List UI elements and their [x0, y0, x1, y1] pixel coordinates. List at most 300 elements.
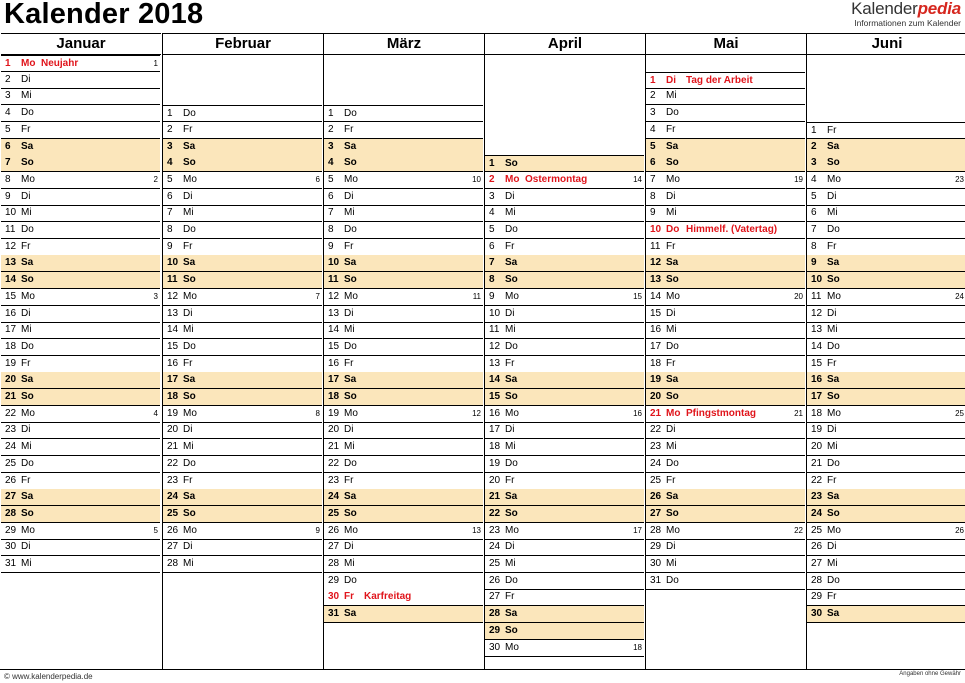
- day-row: [324, 506, 483, 523]
- weekday-label: Fr: [827, 124, 837, 136]
- day-number: 8: [328, 224, 334, 235]
- weekday-label: So: [344, 274, 357, 286]
- day-number: 9: [167, 240, 173, 252]
- day-number: 16: [489, 407, 501, 419]
- day-number: 31: [5, 558, 17, 569]
- day-number: 19: [328, 407, 340, 419]
- weekday-label: So: [827, 157, 840, 169]
- day-number: 30: [328, 591, 340, 603]
- week-number: 23: [955, 174, 964, 184]
- weekday-label: Mi: [666, 441, 677, 453]
- day-number: 19: [5, 357, 17, 369]
- weekday-label: So: [505, 158, 518, 170]
- day-row: [646, 306, 805, 323]
- day-row: [807, 606, 965, 623]
- day-number: 12: [5, 240, 17, 252]
- day-number: 16: [167, 357, 179, 369]
- day-row: [807, 172, 965, 189]
- weekday-label: Mo: [666, 173, 680, 185]
- day-number: 4: [811, 173, 817, 185]
- week-number: 11: [472, 291, 481, 301]
- weekday-label: Mi: [666, 558, 677, 569]
- day-row: [646, 205, 805, 222]
- day-row: [807, 389, 965, 406]
- day-row: [485, 289, 644, 306]
- weekday-label: Mo: [183, 290, 197, 302]
- weekday-label: So: [344, 157, 357, 169]
- day-number: 24: [5, 441, 17, 453]
- day-row: [163, 523, 322, 540]
- day-row: [807, 589, 965, 606]
- day-row: [163, 155, 322, 172]
- weekday-label: Mi: [666, 207, 677, 219]
- weekday-label: Do: [666, 340, 679, 352]
- weekday-label: Di: [21, 424, 31, 436]
- weekday-label: Fr: [666, 123, 676, 135]
- day-row: [163, 439, 322, 456]
- day-number: 25: [328, 507, 340, 519]
- day-number: 14: [489, 374, 501, 386]
- day-row: [1, 289, 160, 306]
- day-number: 22: [650, 424, 662, 436]
- weekday-label: Fr: [505, 357, 515, 369]
- day-row: [646, 439, 805, 456]
- day-row: [807, 239, 965, 256]
- day-number: 3: [811, 157, 817, 169]
- day-number: 25: [811, 524, 823, 536]
- weekday-label: Fr: [344, 123, 354, 135]
- weekday-label: So: [505, 391, 518, 402]
- week-number: 2: [153, 174, 158, 184]
- day-number: 3: [5, 90, 11, 102]
- weekday-label: Fr: [666, 240, 676, 252]
- week-number: 7: [315, 291, 320, 301]
- weekday-label: Mi: [183, 441, 194, 453]
- weekday-label: Mo: [666, 524, 680, 536]
- day-number: 19: [489, 457, 501, 469]
- day-row: [807, 289, 965, 306]
- day-row: [163, 239, 322, 256]
- weekday-label: So: [827, 274, 840, 286]
- weekday-label: Fr: [666, 474, 676, 486]
- weekday-label: Do: [344, 224, 357, 235]
- day-row: [485, 422, 644, 439]
- day-number: 24: [650, 457, 662, 469]
- day-row: [485, 489, 644, 506]
- day-number: 23: [650, 441, 662, 453]
- day-row: [1, 72, 160, 89]
- weekday-label: Sa: [666, 374, 679, 386]
- day-row: [1, 189, 160, 206]
- weekday-label: Di: [505, 424, 515, 436]
- day-row: [163, 489, 322, 506]
- day-number: 7: [328, 207, 334, 219]
- day-row: [485, 155, 644, 172]
- weekday-label: Do: [827, 457, 840, 469]
- holiday-row: [646, 406, 805, 423]
- day-row: [807, 255, 965, 272]
- holiday-name: Ostermontag: [525, 173, 588, 185]
- weekday-label: So: [666, 391, 679, 402]
- day-row: [163, 356, 322, 373]
- day-row: [163, 539, 322, 556]
- day-number: 27: [811, 558, 823, 569]
- day-row: [646, 105, 805, 122]
- day-number: 11: [650, 240, 661, 252]
- day-number: 23: [811, 491, 823, 503]
- weekday-label: Di: [827, 190, 837, 202]
- day-row: [324, 255, 483, 272]
- weekday-label: Di: [666, 541, 676, 553]
- weekday-label: Mi: [666, 324, 677, 336]
- day-number: 20: [489, 474, 501, 486]
- day-number: 23: [489, 524, 501, 536]
- day-number: 4: [328, 157, 334, 169]
- day-number: 12: [489, 340, 501, 352]
- day-number: 17: [5, 324, 17, 336]
- weekday-label: Sa: [183, 491, 196, 503]
- weekday-label: Mi: [21, 558, 32, 569]
- day-row: [807, 406, 965, 423]
- weekday-label: Sa: [827, 257, 840, 269]
- day-number: 12: [650, 257, 662, 269]
- day-number: 28: [328, 558, 340, 569]
- weekday-label: Do: [666, 107, 679, 119]
- day-row: [163, 189, 322, 206]
- weekday-label: Fr: [21, 240, 31, 252]
- day-number: 6: [5, 140, 11, 152]
- weekday-label: Fr: [21, 123, 31, 135]
- day-row: [163, 556, 322, 573]
- weekday-label: Mi: [21, 324, 32, 336]
- day-row: [324, 523, 483, 540]
- weekday-label: So: [505, 624, 518, 636]
- weekday-label: Mo: [505, 641, 519, 653]
- day-row: [485, 306, 644, 323]
- weekday-label: Do: [21, 340, 34, 352]
- weekday-label: Do: [183, 340, 196, 352]
- day-number: 17: [811, 391, 823, 402]
- day-row: [1, 255, 160, 272]
- weekday-label: Mo: [344, 173, 358, 185]
- week-number: 14: [633, 174, 642, 184]
- day-row: [163, 272, 322, 289]
- day-number: 23: [5, 424, 17, 436]
- day-number: 20: [328, 424, 340, 436]
- holiday-name: Pfingstmontag: [686, 407, 756, 419]
- day-number: 18: [167, 391, 179, 402]
- weekday-label: Sa: [827, 608, 840, 620]
- day-row: [485, 623, 644, 640]
- weekday-label: Di: [183, 307, 193, 319]
- day-row: [807, 205, 965, 222]
- weekday-label: Mi: [505, 324, 516, 336]
- weekday-label: Do: [827, 340, 840, 352]
- day-row: [163, 289, 322, 306]
- weekday-label: Di: [827, 541, 837, 553]
- month-header: Juni: [807, 33, 965, 55]
- day-row: [1, 556, 160, 573]
- page-title: Kalender 2018: [4, 0, 204, 30]
- weekday-label: Fr: [666, 357, 676, 369]
- weekday-label: Mo: [344, 290, 358, 302]
- day-number: 1: [489, 158, 495, 170]
- day-number: 29: [489, 624, 501, 636]
- day-row: [324, 272, 483, 289]
- day-row: [324, 205, 483, 222]
- day-number: 5: [489, 224, 495, 235]
- month-column: [645, 33, 806, 669]
- weekday-label: Do: [666, 457, 679, 469]
- holiday-name: Karfreitag: [364, 591, 412, 603]
- day-number: 10: [650, 224, 662, 235]
- day-row: [807, 306, 965, 323]
- day-row: [163, 105, 322, 122]
- day-row: [163, 372, 322, 389]
- month-column: [1, 33, 161, 669]
- footer-copyright[interactable]: [4, 672, 93, 681]
- day-number: 20: [167, 424, 179, 436]
- day-row: [485, 589, 644, 606]
- day-row: [807, 155, 965, 172]
- week-number: 21: [794, 408, 803, 418]
- holiday-name: Himmelf. (Vatertag): [686, 224, 778, 235]
- logo-main-text: Kalender: [851, 0, 918, 18]
- day-number: 27: [489, 591, 501, 603]
- day-number: 15: [328, 340, 340, 352]
- week-number: 6: [315, 174, 320, 184]
- weekday-label: Mo: [827, 173, 841, 185]
- day-number: 1: [650, 74, 656, 86]
- weekday-label: Do: [344, 457, 357, 469]
- day-number: 26: [650, 491, 662, 503]
- day-row: [485, 456, 644, 473]
- day-row: [1, 205, 160, 222]
- day-row: [1, 389, 160, 406]
- weekday-label: Do: [666, 574, 679, 586]
- week-number: 18: [633, 642, 642, 652]
- day-row: [324, 489, 483, 506]
- day-number: 15: [650, 307, 662, 319]
- day-row: [324, 422, 483, 439]
- day-number: 14: [811, 340, 823, 352]
- day-row: [485, 322, 644, 339]
- day-row: [324, 289, 483, 306]
- day-row: [324, 473, 483, 490]
- weekday-label: Do: [505, 340, 518, 352]
- day-number: 1: [811, 124, 817, 136]
- weekday-label: Di: [183, 424, 193, 436]
- weekday-label: Sa: [505, 257, 518, 269]
- holiday-row: [485, 172, 644, 189]
- weekday-label: So: [183, 391, 196, 402]
- day-row: [646, 139, 805, 156]
- day-row: [324, 389, 483, 406]
- day-row: [485, 239, 644, 256]
- day-row: [1, 122, 160, 139]
- day-row: [646, 356, 805, 373]
- day-row: [324, 322, 483, 339]
- day-row: [646, 573, 805, 590]
- month-column: [162, 33, 323, 669]
- year-calendar-grid: [1, 33, 965, 669]
- weekday-label: Mo: [827, 290, 841, 302]
- weekday-label: Do: [21, 224, 34, 235]
- day-row: [807, 372, 965, 389]
- day-row: [324, 139, 483, 156]
- day-row: [646, 523, 805, 540]
- weekday-label: Di: [183, 541, 193, 553]
- day-row: [163, 406, 322, 423]
- day-number: 29: [5, 524, 17, 536]
- day-row: [646, 339, 805, 356]
- weekday-label: Mi: [344, 207, 355, 219]
- day-row: [646, 372, 805, 389]
- week-number: 25: [955, 408, 964, 418]
- weekday-label: Fr: [505, 474, 515, 486]
- day-number: 3: [489, 190, 495, 202]
- weekday-label: Sa: [21, 491, 34, 503]
- day-row: [1, 105, 160, 122]
- weekday-label: Sa: [344, 374, 357, 386]
- weekday-label: Sa: [344, 257, 357, 269]
- day-number: 22: [811, 474, 823, 486]
- week-number: 26: [955, 525, 964, 535]
- day-row: [1, 322, 160, 339]
- week-number: 1: [153, 59, 158, 68]
- day-number: 25: [650, 474, 662, 486]
- weekday-label: Mi: [344, 441, 355, 453]
- weekday-label: Mo: [183, 173, 197, 185]
- weekday-label: Di: [344, 307, 354, 319]
- day-number: 18: [650, 357, 662, 369]
- week-number: 22: [794, 525, 803, 535]
- day-row: [324, 339, 483, 356]
- day-number: 30: [811, 608, 823, 620]
- day-row: [324, 539, 483, 556]
- day-number: 30: [650, 558, 662, 569]
- weekday-label: Fr: [183, 123, 193, 135]
- weekday-label: Mo: [505, 524, 519, 536]
- day-number: 10: [167, 257, 179, 269]
- weekday-label: Mi: [183, 207, 194, 219]
- weekday-label: Mo: [344, 407, 358, 419]
- day-number: 18: [489, 441, 501, 453]
- week-number: 4: [153, 408, 158, 418]
- weekday-label: So: [666, 157, 679, 169]
- day-row: [485, 389, 644, 406]
- day-number: 21: [650, 407, 662, 419]
- day-number: 6: [489, 240, 495, 252]
- day-row: [324, 155, 483, 172]
- day-number: 28: [167, 558, 179, 569]
- day-row: [807, 222, 965, 239]
- weekday-label: Mo: [505, 173, 520, 185]
- day-number: 9: [811, 257, 817, 269]
- day-number: 18: [328, 391, 340, 402]
- day-row: [807, 456, 965, 473]
- day-row: [807, 473, 965, 490]
- day-row: [324, 573, 483, 590]
- day-number: 27: [167, 541, 179, 553]
- day-number: 24: [811, 507, 823, 519]
- weekday-label: Di: [183, 190, 193, 202]
- day-row: [324, 122, 483, 139]
- weekday-label: Fr: [344, 240, 354, 252]
- kalenderpedia-logo[interactable]: [851, 0, 961, 28]
- day-row: [646, 189, 805, 206]
- day-row: [1, 339, 160, 356]
- day-row: [646, 289, 805, 306]
- day-row: [163, 222, 322, 239]
- day-row: [807, 506, 965, 523]
- day-number: 15: [167, 340, 179, 352]
- day-number: 24: [489, 541, 501, 553]
- day-row: [646, 88, 805, 105]
- day-row: [1, 172, 160, 189]
- week-number: 5: [153, 525, 158, 535]
- day-number: 3: [328, 140, 334, 152]
- weekday-label: Di: [827, 424, 837, 436]
- weekday-label: Do: [344, 340, 357, 352]
- day-row: [807, 272, 965, 289]
- weekday-label: Mi: [344, 558, 355, 569]
- weekday-label: Sa: [344, 491, 357, 503]
- day-row: [1, 473, 160, 490]
- day-row: [646, 322, 805, 339]
- day-row: [324, 105, 483, 122]
- day-number: 28: [5, 507, 17, 519]
- day-row: [807, 556, 965, 573]
- weekday-label: Fr: [344, 357, 354, 369]
- day-number: 8: [5, 173, 11, 185]
- weekday-label: Sa: [666, 140, 679, 152]
- weekday-label: Di: [827, 307, 837, 319]
- weekday-label: Sa: [21, 257, 34, 269]
- day-number: 17: [650, 340, 662, 352]
- day-number: 3: [167, 140, 173, 152]
- day-number: 12: [811, 307, 823, 319]
- day-row: [807, 339, 965, 356]
- weekday-label: Fr: [827, 240, 837, 252]
- day-number: 4: [167, 157, 173, 169]
- weekday-label: Do: [827, 574, 840, 586]
- day-number: 17: [167, 374, 179, 386]
- day-row: [324, 439, 483, 456]
- day-number: 24: [328, 491, 340, 503]
- day-row: [485, 339, 644, 356]
- day-row: [807, 322, 965, 339]
- day-row: [1, 239, 160, 256]
- weekday-label: So: [183, 157, 196, 169]
- holiday-row: [324, 589, 483, 606]
- day-row: [485, 556, 644, 573]
- day-row: [163, 456, 322, 473]
- day-row: [646, 422, 805, 439]
- weekday-label: Sa: [666, 257, 679, 269]
- weekday-label: Do: [344, 108, 357, 120]
- weekday-label: So: [183, 507, 196, 519]
- day-number: 3: [650, 107, 656, 119]
- day-row: [163, 322, 322, 339]
- day-number: 21: [5, 391, 17, 402]
- month-column: [806, 33, 965, 669]
- day-number: 13: [328, 307, 340, 319]
- day-number: 7: [5, 157, 11, 169]
- holiday-name: Neujahr: [41, 58, 79, 69]
- week-number: 20: [794, 291, 803, 301]
- day-row: [163, 473, 322, 490]
